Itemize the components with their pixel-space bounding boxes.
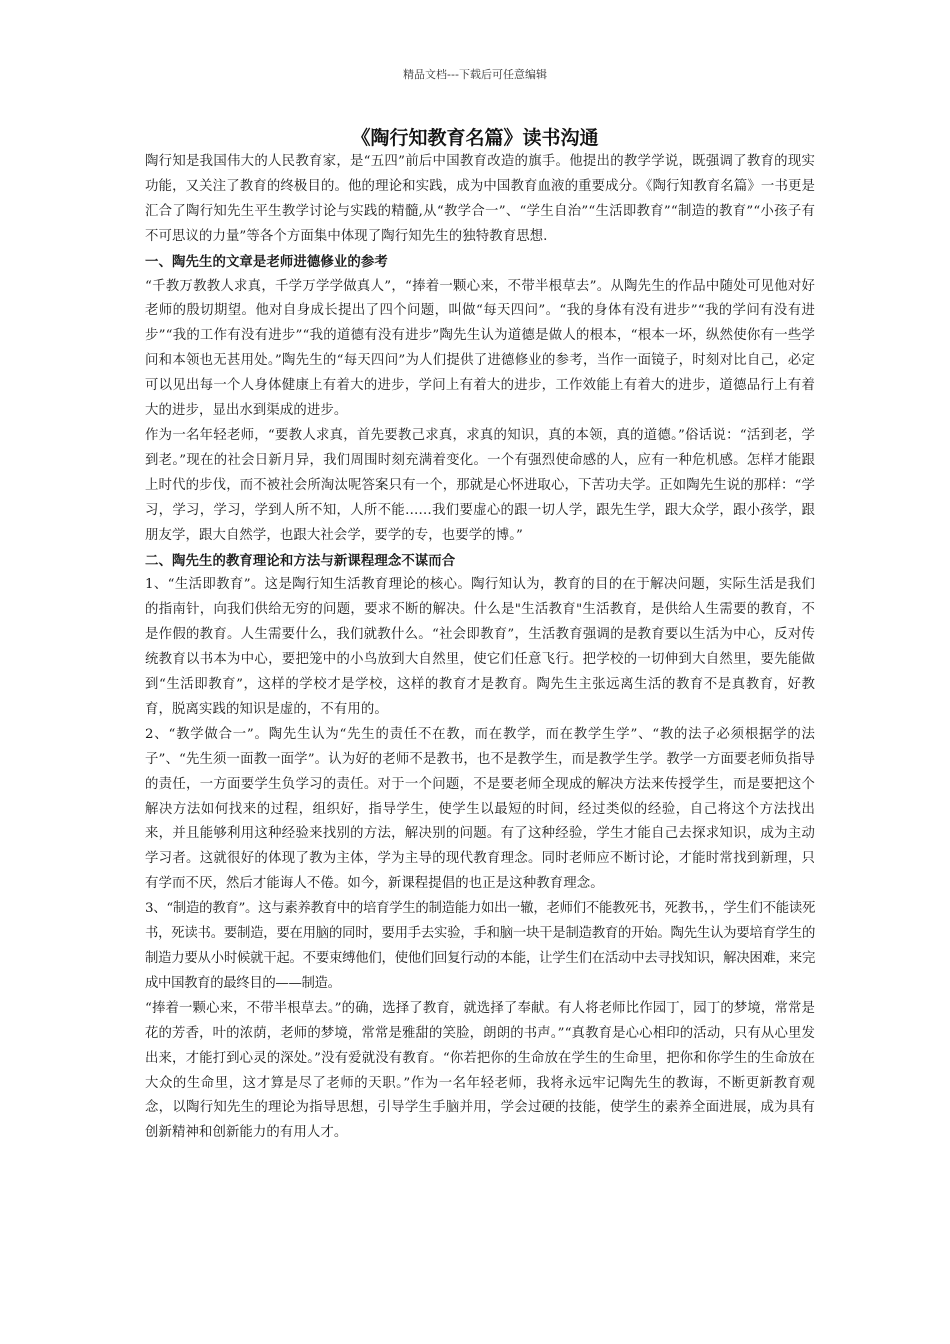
section-heading-1: 一、陶先生的文章是老师进德修业的参考 (145, 253, 388, 270)
paragraph-life-is-education: 1、“生活即教育”。这是陶行知生活教育理论的核心。陶行知认为，教育的目的在于解决问题，实际生活是我们的指南针，向我们供给无穷的问题，要求不断的解决。什么是"生活教育"生活教育，是供给人生需要的教育，不是作假的教育。人生需要什么，我们就教什么。“社会即教育”，生活教育强调的是教育要以生活为中心，反对传统教育以书本为中心，要把笼中的小鸟放到大自然里，使它们任意飞行。把学校的一切伸到大自然里，要先能做到“生活即教育”，这样的学校才是学校，这样的教育才是教育。陶先生主张远离生活的教育不是真教育，好教育，脱离实践的知识是虚的，不有用的。 (145, 577, 815, 717)
document-body (145, 150, 815, 1146)
paragraph-creative-education: 3、“制造的教育”。这与素养教育中的培育学生的制造能力如出一辙，老师们不能教死书，死教书，，学生们不能读死书，死读书。要制造，要在用脑的同时，要用手去实验，手和脑一块干是制造教育的开始。陶先生认为要培育学生的制造力要从小时候就干起。不要束缚他们，使他们回复行动的本能，让学生们在活动中去寻找知识，解决困难，来完成中国教育的最终目的——制造。 (145, 901, 815, 991)
paragraph-daily-questions: “千教万教教人求真，千学万学学做真人”，“捧着一颗心来，不带半根草去”。从陶先生的作品中随处可见他对好老师的殷切期望。他对自身成长提出了四个问题，叫做“每天四问”。“我的身体有没有进步”“我的学问有没有进步”“我的工作有没有进步”“我的道德有没有进步”陶先生认为道德是做人的根本，“根本一坏，纵然使你有一些学问和本领也无甚用处。”陶先生的“每天四问”为人们提供了进德修业的参考，当作一面镜子，时刻对比自己，必定可以见出每一个人身体健康上有着大的进步，学问上有着大的进步，工作效能上有着大的进步，道德品行上有着大的进步，显出水到渠成的进步。 (145, 278, 815, 419)
paragraph-conclusion: “捧着一颗心来，不带半根草去。”的确，选择了教育，就选择了奉献。有人将老师比作园丁，园丁的梦境，常常是花的芳香，叶的浓荫，老师的梦境，常常是雅甜的笑脸，朗朗的书声。”“真教育是心心相印的活动，只有从心里发出来，才能打到心灵的深处。”没有爱就没有教育。“你若把你的生命放在学生的生命里，把你和你学生的生命放在大众的生命里，这才算是尽了老师的天职。”作为一名年轻老师，我将永远牢记陶先生的教诲，不断更新教育观念，以陶行知先生的理论为指导思想，引导学生手脑并用，学会过硬的技能，使学生的素养全面进展，成为具有创新精神和创新能力的有用人才。 (145, 1000, 815, 1141)
section-heading-2: 二、陶先生的教育理论和方法与新课程理念不谋而合 (145, 552, 456, 569)
document-title: 《陶行知教育名篇》读书沟通 (351, 127, 599, 149)
paragraph-intro: 陶行知是我国伟大的人民教育家，是“五四”前后中国教育改造的旗手。他提出的教学学说，既强调了教育的现实功能，又关注了教育的终极目的。他的理论和实践，成为中国教育血液的重要成分。《陶行知教育名篇》一书更是汇合了陶行知先生平生教学讨论与实践的精髓,从“教学合一”、“学生自治”“生活即教育”“制造的教育”“小孩子有不可思议的力量”等各个方面集中体现了陶行知先生的独特教育思想. (145, 154, 815, 244)
paragraph-teach-learn-do: 2、“教学做合一”。陶先生认为“先生的责任不在教，而在教学，而在教学生学”、“教的法子必须根据学的法子”、“先生须一面教一面学”。认为好的老师不是教书，也不是教学生，而是教学生学。教学一方面要老师负指导的责任，一方面要学生负学习的责任。对于一个问题，不是要老师全现成的解决方法来传授学生，而是要把这个解决方法如何找来的过程，组织好，指导学生，使学生以最短的时间，经过类似的经验，自己将这个方法找出来，并且能够利用这种经验来找别的方法，解决别的问题。有了这种经验，学生才能自己去探求知识，成为主动学习者。这就很好的体现了教为主体，学为主导的现代教育理念。同时老师应不断讨论，才能时常找到新理，只有学而不厌，然后才能诲人不倦。如今，新课程提倡的也正是这种教育理念。 (145, 726, 815, 892)
header-note: 精品文档---下载后可任意编辑 (403, 68, 547, 81)
paragraph-seek-truth: 作为一名年轻老师，“要教人求真，首先要教己求真，求真的知识，真的本领，真的道德。”俗话说：“活到老，学到老。”现在的社会日新月异，我们周围时刻充满着变化。一个有强烈使命感的人，应有一种危机感。怎样才能跟上时代的步伐，而不被社会所淘汰呢答案只有一个，那就是心怀进取心，下苦功夫学。正如陶先生说的那样：“学习，学习，学习，学到人所不知，人所不能……我们要虚心的跟一切人学，跟先生学，跟大众学，跟小孩学，跟朋友学，跟大自然学，也跟大社会学，要学的专，也要学的博。” (145, 427, 815, 543)
